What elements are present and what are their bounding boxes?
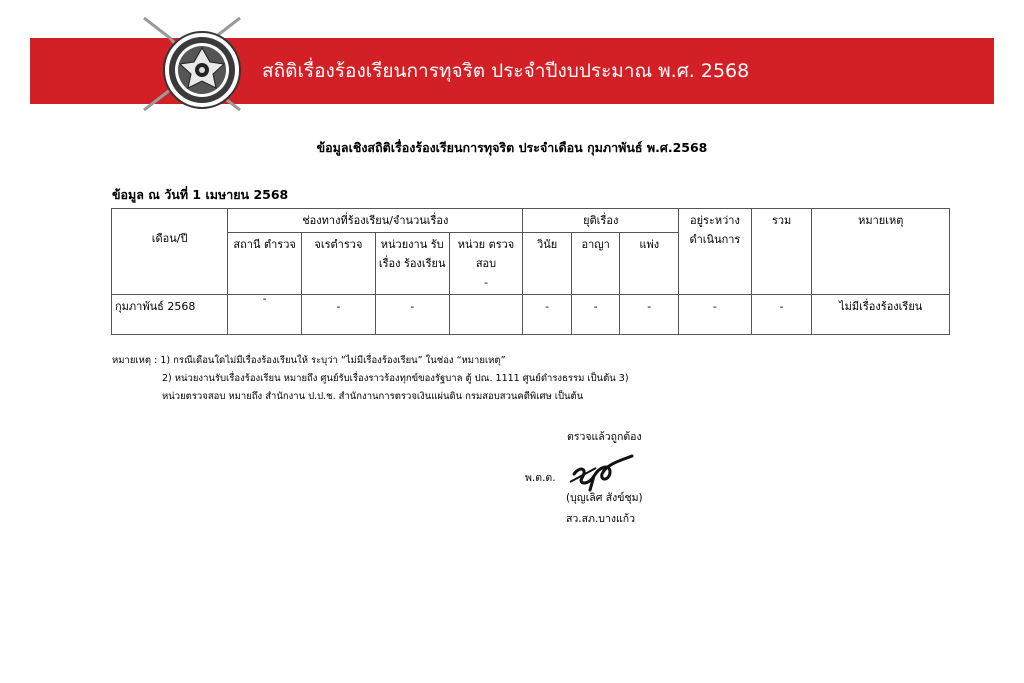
header-audit-unit-dash: - — [483, 276, 488, 289]
footnote-line-1: หมายเหตุ : 1) กรณีเดือนใดไม่มีเรื่องร้องเรียนให้ ระบุว่า “ไม่มีเรื่องร้องเรียน” ในช่อง “หมายเหตุ” — [112, 355, 506, 366]
signer-position: สว.สภ.บางแก้ว — [566, 513, 636, 525]
header-police-station — [228, 233, 302, 295]
cell-police-station: - — [228, 295, 302, 335]
cell-jaree: - — [302, 295, 376, 335]
cell-criminal: - — [571, 295, 620, 335]
cell-disciplinary: - — [523, 295, 572, 335]
royal-thai-police-emblem-icon — [140, 16, 244, 112]
footnotes — [112, 352, 629, 406]
header-remark: หมายเหตุ — [812, 209, 950, 295]
signer-rank: พ.ต.ต. — [525, 472, 556, 484]
header-row-1 — [112, 209, 950, 233]
complaint-stats-table — [111, 208, 950, 335]
cell-complaint-unit: - — [375, 295, 449, 335]
header-jaree: จเรตำรวจ — [302, 233, 376, 295]
table-row — [112, 295, 950, 335]
header-police-station-label: สถานี ตำรวจ — [233, 238, 296, 251]
handwritten-signature — [566, 452, 636, 494]
verified-text: ตรวจแล้วถูกต้อง — [567, 431, 642, 443]
header-month: เดือน/ปี — [112, 209, 228, 295]
cell-month: กุมภาพันธ์ 2568 — [112, 295, 228, 335]
report-subtitle: ข้อมูลเชิงสถิติเรื่องร้องเรียนการทุจริต ประจำเดือน กุมภาพันธ์ พ.ศ.2568 — [316, 140, 708, 155]
cell-in-progress: - — [679, 295, 752, 335]
footnote-line-2: 2) หน่วยงานรับเรื่องร้องเรียน หมายถึง ศูนย์รับเรื่องราวร้องทุกข์ของรัฐบาล ตู้ ปณ. 1111 ศูนย์ดำรงธรรม เป็นต้น 3) — [162, 373, 629, 384]
cell-audit-unit — [449, 295, 523, 335]
header-criminal: อาญา — [571, 233, 620, 295]
header-audit-unit — [449, 233, 523, 295]
header-disciplinary: วินัย — [523, 233, 572, 295]
header-civil: แพ่ง — [620, 233, 679, 295]
cell-remark: ไม่มีเรื่องร้องเรียน — [812, 295, 950, 335]
cell-total: - — [751, 295, 812, 335]
as-of-date: ข้อมูล ณ วันที่ 1 เมษายน 2568 — [112, 187, 289, 202]
footnote-line-3: หน่วยตรวจสอบ หมายถึง สำนักงาน ป.ป.ช. สำนักงานการตรวจเงินแผ่นดิน กรมสอบสวนคดีพิเศษ เป็นต้น — [162, 391, 584, 402]
signer-name: (บุญเลิศ สังข์ชุม) — [566, 492, 643, 504]
header-audit-unit-label: หน่วย ตรวจสอบ — [457, 238, 515, 270]
page-title: สถิติเรื่องร้องเรียนการทุจริต ประจำปีงบประมาณ พ.ศ. 2568 — [262, 60, 750, 82]
header-closed: ยุติเรื่อง — [523, 209, 679, 233]
cell-civil: - — [620, 295, 679, 335]
header-in-progress: อยู่ระหว่าง ดำเนินการ — [679, 209, 752, 295]
header-total: รวม — [751, 209, 812, 295]
header-complaint-unit: หน่วยงาน รับเรื่อง ร้องเรียน — [375, 233, 449, 295]
header-channels: ช่องทางที่ร้องเรียน/จำนวนเรื่อง — [228, 209, 523, 233]
